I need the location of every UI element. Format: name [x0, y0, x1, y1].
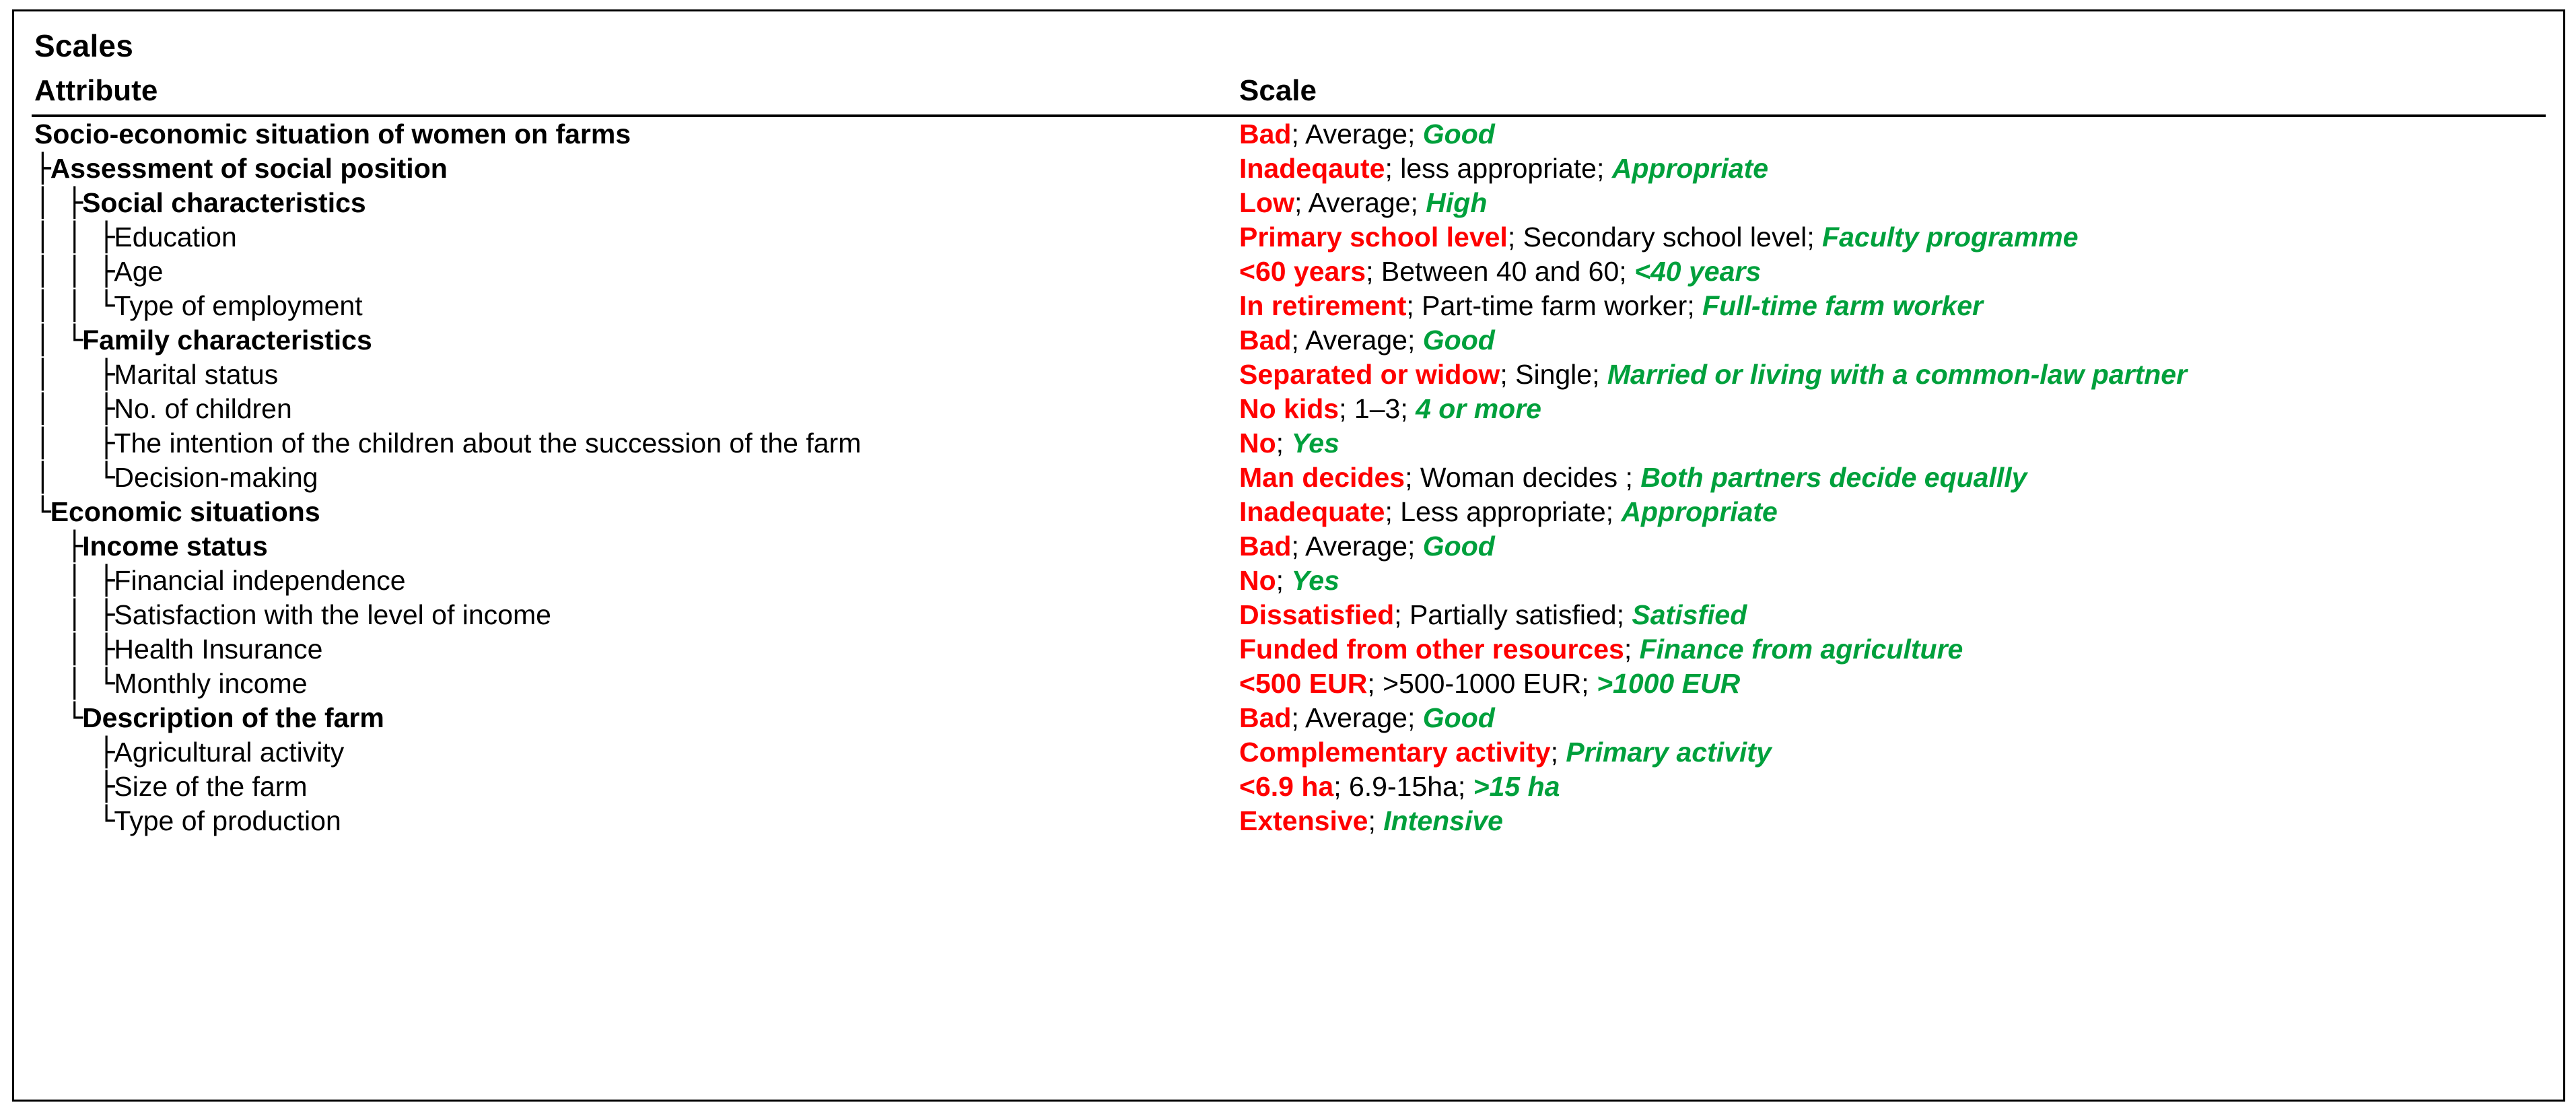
- scale-cell: [1237, 735, 2546, 770]
- table-header: [32, 74, 2546, 116]
- scale-value-good: Good: [1422, 324, 1495, 356]
- scale-separator: ;: [1624, 633, 1640, 665]
- table-row: [32, 220, 2546, 255]
- scale-value-mid: Single: [1515, 358, 1593, 390]
- table-row: [32, 598, 2546, 632]
- attribute-cell: [32, 323, 1237, 358]
- scale-separator: ;: [1500, 358, 1516, 390]
- scale-separator: ;: [1366, 255, 1381, 287]
- scale-separator: ;: [1687, 290, 1703, 321]
- scale-value-bad: Bad: [1239, 324, 1292, 356]
- scale-cell: [1237, 529, 2546, 564]
- scale-value-bad: Inadeqaute: [1239, 152, 1385, 184]
- scale-separator: ;: [1394, 599, 1409, 630]
- tree-connector: ├: [34, 770, 114, 803]
- attribute-label: Size of the farm: [114, 770, 308, 802]
- scale-value-mid: less appropriate: [1400, 152, 1597, 184]
- tree-connector: │ ├: [34, 358, 114, 391]
- scale-value-good: >15 ha: [1473, 770, 1560, 802]
- scale-value-mid: Woman decides: [1420, 461, 1626, 493]
- table-row: [32, 564, 2546, 598]
- scale-value-good: High: [1426, 187, 1488, 218]
- attribute-cell: [32, 255, 1237, 289]
- scale-cell: [1237, 186, 2546, 220]
- scale-cell: [1237, 289, 2546, 323]
- scale-cell: [1237, 598, 2546, 632]
- attribute-cell: [32, 701, 1237, 735]
- attribute-label: Education: [114, 221, 237, 252]
- attribute-label: Type of production: [114, 805, 341, 836]
- scale-separator: ;: [1407, 324, 1423, 356]
- table-row: [32, 804, 2546, 844]
- scale-value-bad: No: [1239, 564, 1276, 596]
- scale-separator: ;: [1407, 702, 1423, 733]
- scale-value-good: Good: [1422, 118, 1495, 149]
- scale-separator: ;: [1507, 221, 1523, 252]
- scale-cell: [1237, 770, 2546, 804]
- table-row: [32, 116, 2546, 152]
- tree-connector: └: [34, 495, 50, 528]
- tree-connector: │ ├: [34, 564, 114, 597]
- scale-separator: ;: [1807, 221, 1823, 252]
- tree-connector: │ ├: [34, 392, 114, 425]
- scale-value-good: Intensive: [1383, 805, 1503, 836]
- scale-separator: ;: [1291, 324, 1305, 356]
- tree-connector: │ └: [34, 323, 83, 356]
- scale-separator: ;: [1457, 770, 1473, 802]
- scale-cell: [1237, 220, 2546, 255]
- scale-value-mid: Less appropriate: [1400, 496, 1606, 527]
- scale-separator: ;: [1368, 805, 1384, 836]
- table-row: [32, 255, 2546, 289]
- attribute-cell: [32, 152, 1237, 186]
- table-row: [32, 529, 2546, 564]
- scale-separator: ;: [1276, 564, 1292, 596]
- scale-value-good: Full-time farm worker: [1702, 290, 1983, 321]
- scale-value-mid: 6.9-15ha: [1348, 770, 1458, 802]
- scale-value-bad: <6.9 ha: [1239, 770, 1334, 802]
- attribute-label: Monthly income: [114, 667, 308, 699]
- attribute-cell: [32, 804, 1237, 844]
- column-header-attribute: Attribute: [32, 74, 1237, 116]
- attribute-label: Description of the farm: [82, 702, 384, 733]
- table-row: [32, 426, 2546, 461]
- tree-connector: ├: [34, 735, 114, 768]
- scale-value-mid: Secondary school level: [1523, 221, 1807, 252]
- scale-value-bad: Low: [1239, 187, 1294, 218]
- scale-separator: ;: [1410, 187, 1426, 218]
- scale-value-bad: Complementary activity: [1239, 736, 1551, 768]
- tree-connector: │ │ ├: [34, 220, 114, 253]
- scale-value-good: >1000 EUR: [1597, 667, 1741, 699]
- scale-cell: [1237, 632, 2546, 667]
- table-row: [32, 358, 2546, 392]
- column-header-scale: Scale: [1237, 74, 2546, 116]
- scale-value-bad: <500 EUR: [1239, 667, 1368, 699]
- attribute-cell: [32, 598, 1237, 632]
- scale-value-good: Satisfied: [1632, 599, 1747, 630]
- scale-value-mid: Partially satisfied: [1409, 599, 1617, 630]
- attribute-cell: [32, 392, 1237, 426]
- scale-value-good: <40 years: [1634, 255, 1762, 287]
- scale-cell: [1237, 461, 2546, 495]
- tree-connector: │ └: [34, 461, 114, 494]
- tree-connector: │ └: [34, 667, 114, 700]
- table-row: [32, 461, 2546, 495]
- scale-value-good: Appropriate: [1611, 152, 1769, 184]
- scale-separator: ;: [1550, 736, 1566, 768]
- attribute-label: Family characteristics: [82, 324, 372, 356]
- scale-value-good: Finance from agriculture: [1639, 633, 1963, 665]
- attribute-label: No. of children: [114, 393, 292, 424]
- table-row: [32, 289, 2546, 323]
- scale-separator: ;: [1385, 496, 1401, 527]
- scale-value-good: Yes: [1291, 427, 1339, 459]
- scale-separator: ;: [1291, 118, 1305, 149]
- scale-value-bad: Bad: [1239, 118, 1292, 149]
- attribute-label: Agricultural activity: [114, 736, 345, 768]
- scale-separator: ;: [1605, 496, 1622, 527]
- scale-separator: ;: [1407, 118, 1423, 149]
- attribute-label: Decision-making: [114, 461, 318, 493]
- tree-connector: │ │ ├: [34, 255, 114, 288]
- attribute-label: Age: [114, 255, 164, 287]
- table-row: [32, 186, 2546, 220]
- attribute-cell: [32, 220, 1237, 255]
- tree-connector: └: [34, 804, 114, 837]
- attribute-cell: [32, 667, 1237, 701]
- scale-value-bad: No: [1239, 427, 1276, 459]
- scale-cell: [1237, 392, 2546, 426]
- scale-cell: [1237, 804, 2546, 844]
- scale-separator: ;: [1592, 358, 1607, 390]
- scale-value-good: Appropriate: [1621, 496, 1778, 527]
- attribute-label: Type of employment: [114, 290, 363, 321]
- scale-cell: [1237, 667, 2546, 701]
- scale-value-good: Married or living with a common-law partner: [1607, 358, 2188, 390]
- scale-separator: ;: [1291, 702, 1305, 733]
- scale-value-mid: 1–3: [1354, 393, 1401, 424]
- table-header-row: [32, 74, 2546, 116]
- attribute-cell: [32, 564, 1237, 598]
- scale-value-good: Good: [1422, 530, 1495, 562]
- scale-value-bad: Inadequate: [1239, 496, 1385, 527]
- scale-separator: ;: [1367, 667, 1383, 699]
- scale-value-bad: Bad: [1239, 702, 1292, 733]
- attribute-cell: [32, 289, 1237, 323]
- scale-separator: ;: [1339, 393, 1354, 424]
- scale-cell: [1237, 426, 2546, 461]
- attribute-label: Social characteristics: [82, 187, 366, 218]
- scale-separator: ;: [1400, 393, 1416, 424]
- attribute-cell: [32, 116, 1237, 152]
- scale-value-bad: <60 years: [1239, 255, 1366, 287]
- scale-value-good: 4 or more: [1416, 393, 1541, 424]
- scale-value-mid: Average: [1305, 118, 1407, 149]
- scale-value-good: Both partners decide equallly: [1640, 461, 2027, 493]
- attribute-label: Income status: [82, 530, 268, 562]
- scale-value-bad: No kids: [1239, 393, 1339, 424]
- scale-separator: ;: [1276, 427, 1292, 459]
- scale-cell: [1237, 564, 2546, 598]
- tree-connector: ├: [34, 152, 50, 184]
- scale-cell: [1237, 358, 2546, 392]
- scale-cell: [1237, 255, 2546, 289]
- table-row: [32, 667, 2546, 701]
- scale-value-bad: Primary school level: [1239, 221, 1508, 252]
- scale-separator: ;: [1385, 152, 1401, 184]
- scale-value-good: Yes: [1291, 564, 1339, 596]
- page-title: Scales: [34, 28, 133, 63]
- scale-value-bad: Funded from other resources: [1239, 633, 1624, 665]
- scale-separator: ;: [1625, 461, 1641, 493]
- scale-cell: [1237, 701, 2546, 735]
- scale-value-bad: Extensive: [1239, 805, 1368, 836]
- scale-value-good: Faculty programme: [1822, 221, 2079, 252]
- table-row: [32, 701, 2546, 735]
- tree-connector: │ ├: [34, 186, 83, 219]
- scale-separator: ;: [1405, 461, 1420, 493]
- scale-value-mid: Average: [1308, 187, 1411, 218]
- attribute-label: Assessment of social position: [50, 152, 448, 184]
- scale-value-mid: Between 40 and 60: [1381, 255, 1620, 287]
- scale-value-good: Primary activity: [1566, 736, 1772, 768]
- attribute-label: Health Insurance: [114, 633, 323, 665]
- table-row: [32, 323, 2546, 358]
- tree-connector: └: [34, 701, 83, 734]
- scale-separator: ;: [1333, 770, 1349, 802]
- scale-value-bad: Bad: [1239, 530, 1292, 562]
- attribute-label: Economic situations: [50, 496, 320, 527]
- scale-value-bad: Dissatisfied: [1239, 599, 1395, 630]
- tree-connector: │ │ └: [34, 289, 114, 322]
- scale-separator: ;: [1619, 255, 1635, 287]
- scale-value-mid: Average: [1305, 702, 1407, 733]
- attribute-cell: [32, 186, 1237, 220]
- attribute-cell: [32, 426, 1237, 461]
- attribute-cell: [32, 735, 1237, 770]
- scale-separator: ;: [1581, 667, 1597, 699]
- attribute-label: Marital status: [114, 358, 279, 390]
- scale-separator: ;: [1596, 152, 1612, 184]
- attribute-cell: [32, 358, 1237, 392]
- table-row: [32, 770, 2546, 804]
- scale-cell: [1237, 116, 2546, 152]
- tree-connector: │ ├: [34, 426, 114, 459]
- scale-value-good: Good: [1422, 702, 1495, 733]
- scale-separator: ;: [1291, 530, 1305, 562]
- table-row: [32, 392, 2546, 426]
- attribute-label: The intention of the children about the succession of the farm: [114, 427, 862, 459]
- scale-value-mid: Part-time farm worker: [1422, 290, 1687, 321]
- scale-value-bad: In retirement: [1239, 290, 1407, 321]
- tree-connector: │ ├: [34, 632, 114, 665]
- attribute-cell: [32, 632, 1237, 667]
- table-row: [32, 152, 2546, 186]
- scale-cell: [1237, 152, 2546, 186]
- scale-separator: ;: [1294, 187, 1309, 218]
- scale-separator: ;: [1406, 290, 1422, 321]
- scale-value-bad: Man decides: [1239, 461, 1405, 493]
- scale-value-mid: Average: [1305, 324, 1407, 356]
- attribute-cell: [32, 529, 1237, 564]
- attribute-label: Socio-economic situation of women on farms: [34, 118, 631, 149]
- table-row: [32, 495, 2546, 529]
- table-row: [32, 632, 2546, 667]
- scale-value-mid: Average: [1305, 530, 1407, 562]
- attribute-label: Financial independence: [114, 564, 406, 596]
- scale-separator: ;: [1616, 599, 1632, 630]
- attribute-cell: [32, 495, 1237, 529]
- scale-value-bad: Separated or widow: [1239, 358, 1500, 390]
- scale-value-mid: >500-1000 EUR: [1383, 667, 1582, 699]
- scales-panel: [12, 9, 2565, 1102]
- table-row: [32, 735, 2546, 770]
- scale-cell: [1237, 323, 2546, 358]
- attribute-label: Satisfaction with the level of income: [114, 599, 551, 630]
- attribute-cell: [32, 461, 1237, 495]
- attribute-cell: [32, 770, 1237, 804]
- table-body: [32, 116, 2546, 844]
- scales-table: [32, 74, 2546, 844]
- scale-separator: ;: [1407, 530, 1423, 562]
- tree-connector: │ ├: [34, 598, 114, 631]
- tree-connector: ├: [34, 529, 83, 562]
- scale-cell: [1237, 495, 2546, 529]
